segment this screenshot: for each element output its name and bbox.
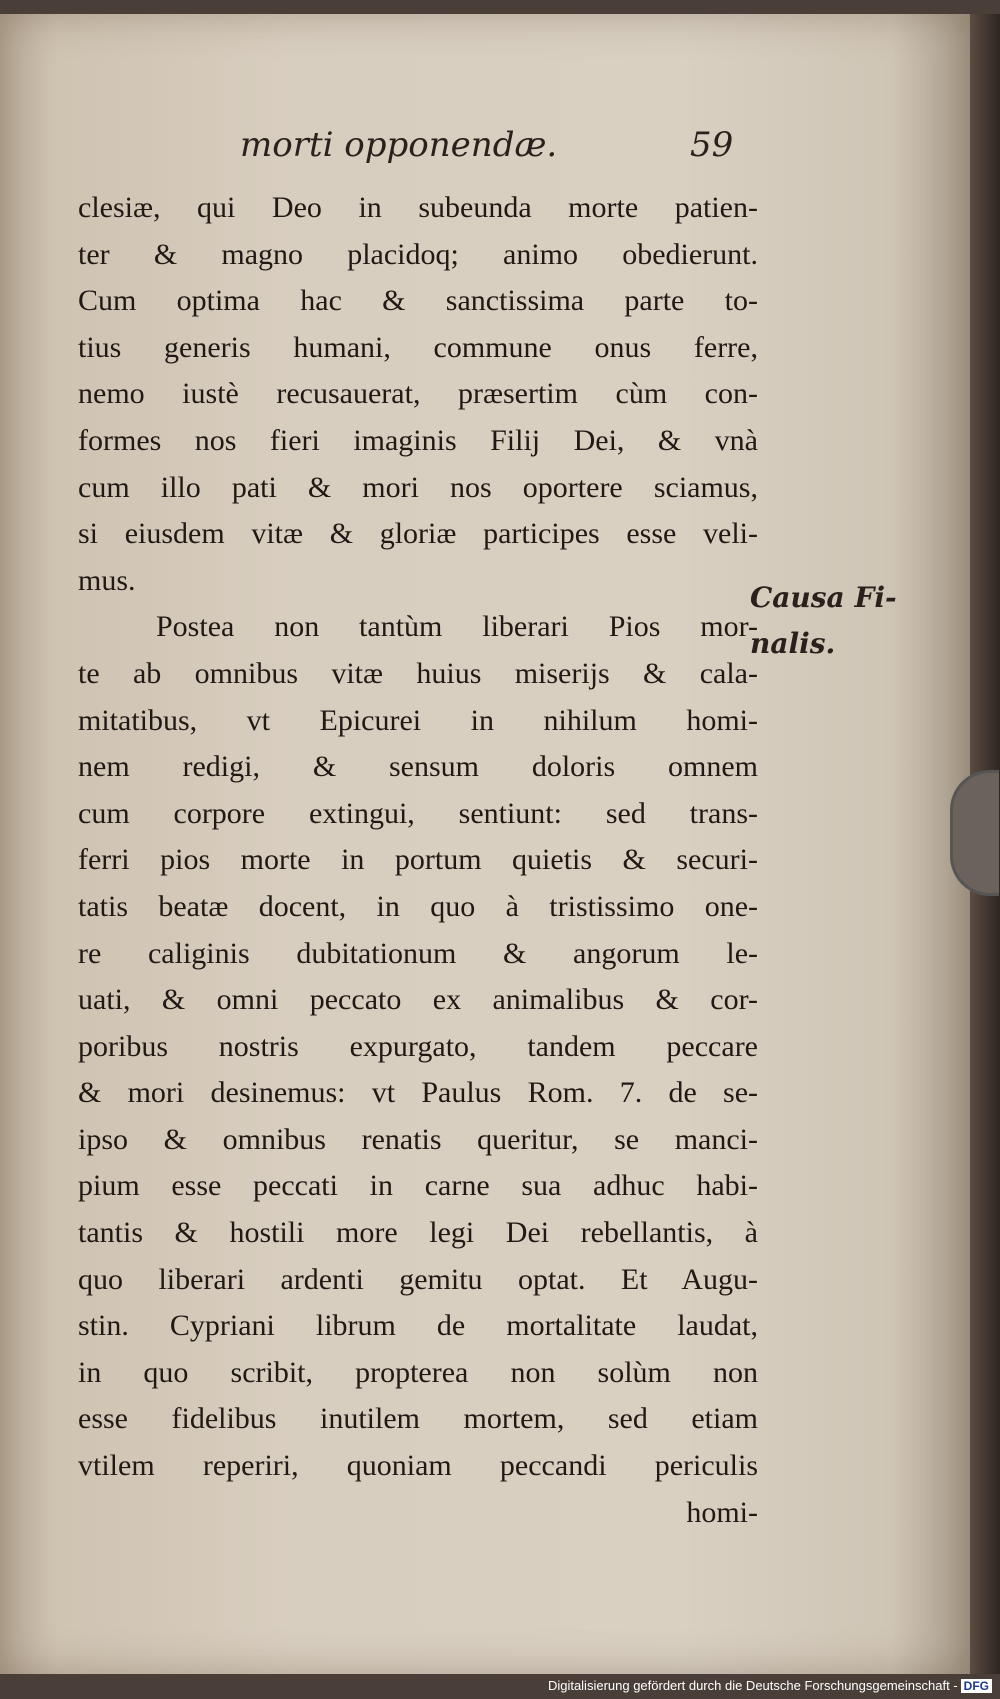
text-line: pium esse peccati in carne sua adhuc habi- [78,1169,758,1203]
margin-note-line: nalis. [750,627,836,660]
text-line: Postea non tantùm liberari Pios mor- [156,610,758,644]
text-line: stin. Cypriani librum de mortalitate laudat, [78,1309,758,1343]
text-line: cum illo pati & mori nos oportere sciamus, [78,470,758,504]
catchword: homi- [686,1495,758,1529]
dfg-logo: DFG [961,1679,992,1693]
text-line: quo liberari ardenti gemitu optat. Et Augu- [78,1262,758,1296]
text-line: tius generis humani, commune onus ferre, [78,330,758,364]
book-clasp [950,770,999,896]
text-line: tantis & hostili more legi Dei rebellantis, à [78,1216,758,1250]
text-line: re caliginis dubitationum & angorum le- [78,936,758,970]
text-line: si eiusdem vitæ & gloriæ participes esse veli- [78,517,758,551]
text-line: nem redigi, & sensum doloris omnem [78,750,758,784]
text-line: ferri pios morte in portum quietis & securi- [78,843,758,877]
text-line: vtilem reperiri, quoniam peccandi periculis [78,1449,758,1483]
text-line: te ab omnibus vitæ huius miserijs & cala- [78,656,758,690]
page-number: 59 [690,125,734,165]
text-line: poribus nostris expurgato, tandem peccare [78,1029,758,1063]
text-line: mus. [78,563,136,597]
margin-note [750,575,897,667]
running-title: morti opponendæ. [240,125,558,165]
text-line: ter & magno placidoq; animo obedierunt. [78,237,758,271]
text-line: cum corpore extingui, sentiunt: sed trans- [78,796,758,830]
text-line: nemo iustè recusauerat, præsertim cùm con- [78,377,758,411]
text-line: formes nos fieri imaginis Filij Dei, & vnà [78,423,758,457]
text-line: uati, & omni peccato ex animalibus & cor- [78,983,758,1017]
text-line: tatis beatæ docent, in quo à tristissimo one- [78,889,758,923]
text-line: & mori desinemus: vt Paulus Rom. 7. de se- [78,1076,758,1110]
text-line: mitatibus, vt Epicurei in nihilum homi- [78,703,758,737]
text-line: in quo scribit, propterea non solùm non [78,1355,758,1389]
text-line: Cum optima hac & sanctissima parte to- [78,284,758,318]
margin-note-line: Causa Fi- [750,581,897,614]
text-line: clesiæ, qui Deo in subeunda morte patien- [78,191,758,224]
text-line: esse fidelibus inutilem mortem, sed etiam [78,1402,758,1436]
text-line: ipso & omnibus renatis queritur, se manci- [78,1122,758,1156]
digitization-credit [548,1678,992,1693]
credit-text: Digitalisierung gefördert durch die Deutsche Forschungsgemeinschaft - [547,1678,958,1693]
body-text [78,185,758,1536]
